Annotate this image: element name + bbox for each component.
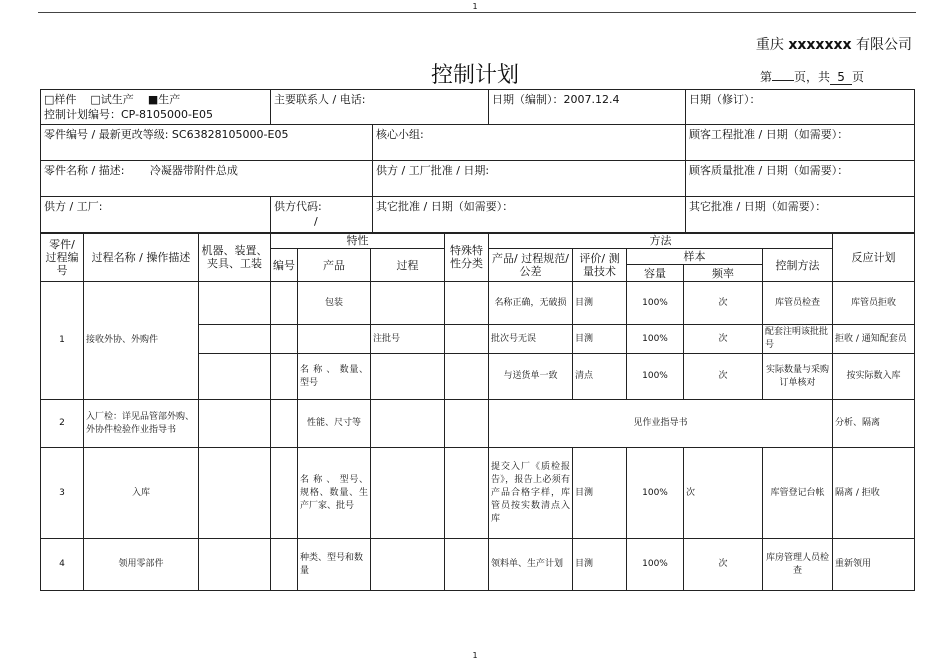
part-name-cell: 零件名称 / 描述: 冷凝器带附件总成 xyxy=(41,161,373,197)
col-sample: 样本 xyxy=(627,249,763,265)
total-pages: 5 xyxy=(830,70,852,85)
control-method: 实际数量与采购订单核对 xyxy=(763,354,833,400)
reaction-plan: 重新领用 xyxy=(833,539,915,591)
col-process-name: 过程名称 / 操作描述 xyxy=(84,233,199,282)
customer-quality-cell: 顾客质量批准 / 日期（如需要）： xyxy=(686,161,915,197)
col-spec: 产品/ 过程规范/ 公差 xyxy=(489,249,573,282)
col-process: 过程 xyxy=(371,249,445,282)
date-original-cell: 日期（编制）：2007.12.4 xyxy=(489,90,686,125)
sample-freq: 次 xyxy=(684,325,763,354)
control-method: 配套注明该批批号 xyxy=(763,325,833,354)
current-page xyxy=(772,80,794,81)
process-char: 注批号 xyxy=(371,325,445,354)
product-char: 名 称 、 型号、规格、数量、生产厂家、批号 xyxy=(298,448,371,539)
control-method: 库管员检查 xyxy=(763,282,833,325)
page-number-top: 1 xyxy=(472,2,478,11)
product-char: 种类、型号和数量 xyxy=(298,539,371,591)
product-char: 包装 xyxy=(298,282,371,325)
row-number: 3 xyxy=(41,448,84,539)
supplier-code-cell: 供方代码: / xyxy=(271,197,373,234)
col-product: 产品 xyxy=(298,249,371,282)
sample-freq: 次 xyxy=(684,354,763,400)
col-part-process-no: 零件/ 过程编号 xyxy=(41,233,84,282)
process-name: 接收外协、外购件 xyxy=(84,282,199,400)
date-revised-cell: 日期（修订）： xyxy=(686,90,915,125)
other-approval-cell-1: 其它批准 / 日期（如需要）： xyxy=(373,197,686,234)
eval: 目测 xyxy=(573,448,627,539)
reaction-plan: 按实际数入库 xyxy=(833,354,915,400)
process-name: 入库 xyxy=(84,448,199,539)
table-row xyxy=(41,539,915,591)
sample-freq: 次 xyxy=(684,448,763,539)
eval: 目测 xyxy=(573,539,627,591)
product-char: 名 称 、 数量、型号 xyxy=(298,354,371,400)
company-name: 重庆 xxxxxxx 有限公司 xyxy=(755,37,912,53)
col-eval: 评价/ 测量技术 xyxy=(573,249,627,282)
table-row xyxy=(41,400,915,448)
other-approval-cell-2: 其它批准 / 日期（如需要）： xyxy=(686,197,915,234)
sample-size: 100% xyxy=(627,448,684,539)
col-special-class: 特殊特性分类 xyxy=(445,233,489,282)
contact-cell: 主要联系人 / 电话: xyxy=(271,90,489,125)
col-no: 编号 xyxy=(271,249,298,282)
eval: 清点 xyxy=(573,354,627,400)
core-team-cell: 核心小组: xyxy=(373,125,686,161)
row-number: 2 xyxy=(41,400,84,448)
eval: 目测 xyxy=(573,325,627,354)
process-char xyxy=(371,282,445,325)
col-size: 容量 xyxy=(627,265,684,282)
row-number: 1 xyxy=(41,282,84,400)
part-number-cell: 零件编号 / 最新更改等级: SC63828105000-E05 xyxy=(41,125,373,161)
col-characteristics: 特性 xyxy=(271,233,445,249)
plan-type-cell: □样件 □试生产 ■生产 控制计划编号：CP-8105000-E05 xyxy=(41,90,271,125)
sample-freq: 次 xyxy=(684,539,763,591)
sample-size: 100% xyxy=(627,325,684,354)
sample-size: 100% xyxy=(627,282,684,325)
page-info: 第 页，共 5 页 xyxy=(760,70,865,84)
merged-method-note: 见作业指导书 xyxy=(489,400,833,448)
page-number-bottom: 1 xyxy=(472,651,478,660)
process-name: 入厂检：详见品管部外购、外协件检验作业指导书 xyxy=(84,400,199,448)
control-plan-table xyxy=(40,232,915,591)
col-methods: 方法 xyxy=(489,233,833,249)
sample-freq: 次 xyxy=(684,282,763,325)
spec: 批次号无误 xyxy=(489,325,573,354)
process-name: 领用零部件 xyxy=(84,539,199,591)
supplier-approval-cell: 供方 / 工厂批准 / 日期: xyxy=(373,161,686,197)
checkbox-production[interactable]: ■生产 xyxy=(147,93,181,106)
checkbox-prelaunch[interactable]: □试生产 xyxy=(90,93,134,106)
table-row xyxy=(41,448,915,539)
spec: 与送货单一致 xyxy=(489,354,573,400)
document-title: 控制计划 xyxy=(430,63,519,88)
sample-size: 100% xyxy=(627,539,684,591)
col-control: 控制方法 xyxy=(763,249,833,282)
spec: 提交入厂《质检报告》，报告上必须有产品合格字样，库管员按实数清点入库 xyxy=(489,448,573,539)
customer-engineering-cell: 顾客工程批准 / 日期（如需要）： xyxy=(686,125,915,161)
product-char: 性能、尺寸等 xyxy=(298,400,371,448)
col-freq: 频率 xyxy=(684,265,763,282)
checkbox-prototype[interactable]: □样件 xyxy=(44,93,77,106)
eval: 目测 xyxy=(573,282,627,325)
col-machine: 机器、装置、夹具、工装 xyxy=(199,233,271,282)
reaction-plan: 分析、隔离 xyxy=(833,400,915,448)
top-rule xyxy=(38,12,916,13)
process-char xyxy=(371,354,445,400)
reaction-plan: 隔离 / 拒收 xyxy=(833,448,915,539)
product-char xyxy=(298,325,371,354)
spec: 领料单、生产计划 xyxy=(489,539,573,591)
spec: 名称正确，无破损 xyxy=(489,282,573,325)
table-row xyxy=(41,282,915,325)
control-method: 库管登记台帐 xyxy=(763,448,833,539)
supplier-cell: 供方 / 工厂: xyxy=(41,197,271,234)
col-reaction: 反应计划 xyxy=(833,233,915,282)
reaction-plan: 库管员拒收 xyxy=(833,282,915,325)
control-method: 库房管理人员检查 xyxy=(763,539,833,591)
row-number: 4 xyxy=(41,539,84,591)
reaction-plan: 拒收 / 通知配套员 xyxy=(833,325,915,354)
header-table xyxy=(40,89,915,234)
sample-size: 100% xyxy=(627,354,684,400)
plan-number: CP-8105000-E05 xyxy=(121,108,213,121)
